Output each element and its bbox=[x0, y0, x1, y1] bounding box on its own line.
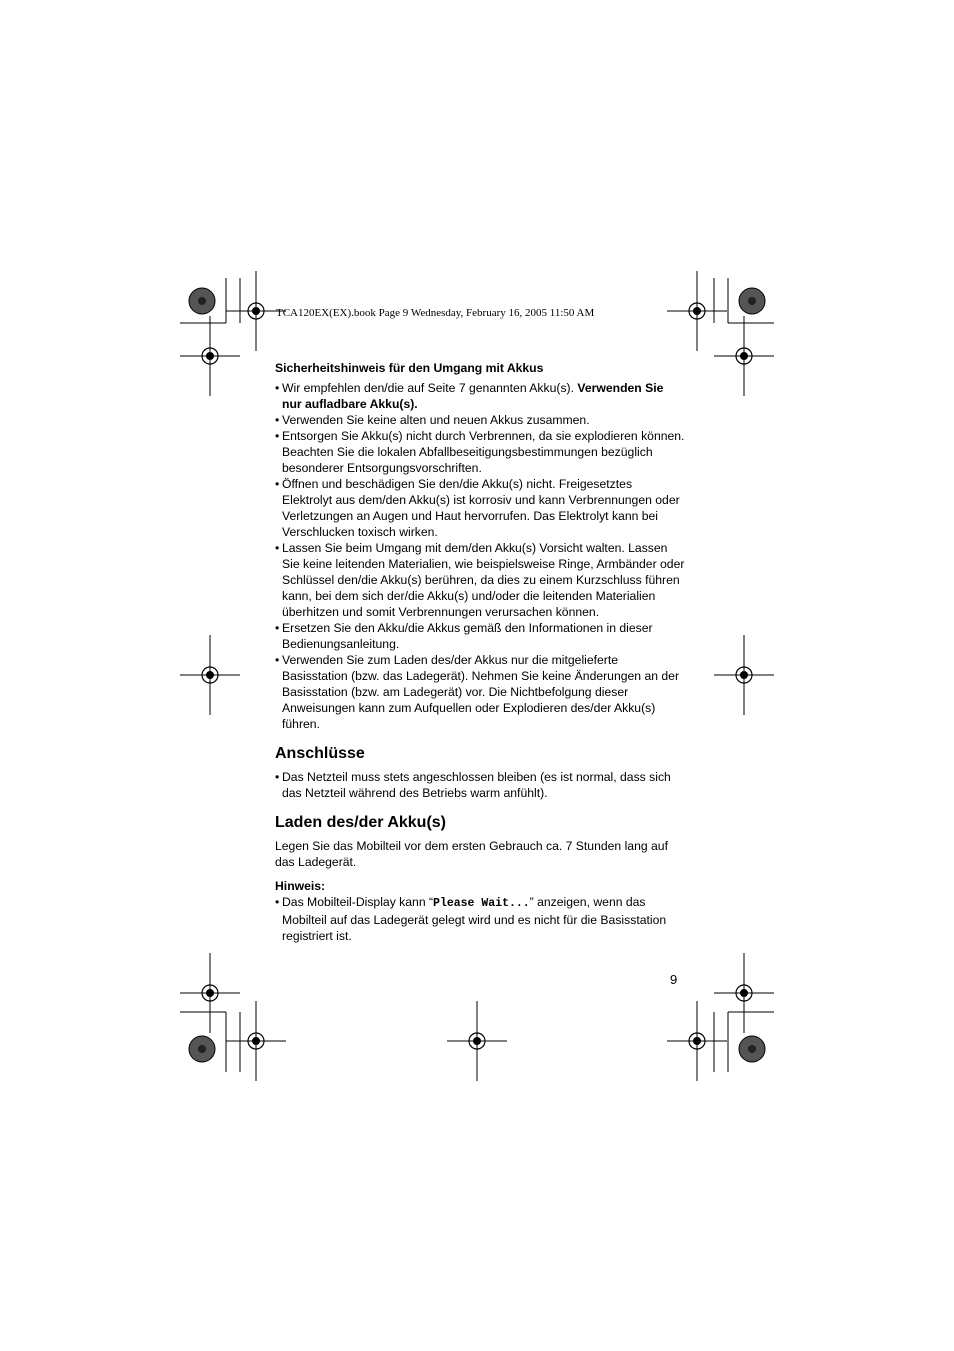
list-item: • Verwenden Sie zum Laden des/der Akkus nur die mitgelieferte Basisstation (bzw. das Ladegerät). Nehmen Sie keine Änderungen an der Basisstation (bzw. am Ladegerät) vor. Die Nichtbefolgung dieser Anweisungen kann zum Aufquellen oder Explodieren des/der Akku(s) führen. bbox=[275, 652, 685, 732]
list-item: • Öffnen und beschädigen Sie den/die Akku(s) nicht. Freigesetztes Elektrolyt aus dem/den Akku(s) ist korrosiv und kann Verbrennungen oder Verletzungen an Augen und Haut hervorrufen. Das Elektrolyt kann bei Verschlucken toxisch wirken. bbox=[275, 476, 685, 540]
page-number: 9 bbox=[670, 972, 678, 987]
list-item: • Ersetzen Sie den Akku/die Akkus gemäß den Informationen in dieser Bedienungsanleitung. bbox=[275, 620, 685, 652]
list-item: • Lassen Sie beim Umgang mit dem/den Akku(s) Vorsicht walten. Lassen Sie keine leitenden Materialien, wie beispielsweise Ringe, Armbänder oder Schlüssel den/die Akku(s) berühren, da dies zu einem Kurzschluss führen kann, bei dem sich der/die Akku(s) und/oder die leitenden Materialien überhitzen und somit Verbrennungen verursachen können. bbox=[275, 540, 685, 620]
list-item: • Verwenden Sie keine alten und neuen Akkus zusammen. bbox=[275, 412, 685, 428]
list-item: • Das Netzteil muss stets angeschlossen bleiben (es ist normal, dass sich das Netzteil während des Betriebs warm anfühlt). bbox=[275, 769, 685, 801]
safety-heading: Sicherheitshinweis für den Umgang mit Akkus bbox=[275, 361, 544, 375]
display-text: Please Wait... bbox=[433, 897, 530, 910]
list-item: • Entsorgen Sie Akku(s) nicht durch Verbrennen, da sie explodieren können. Beachten Sie die lokalen Abfallbeseitigungsbestimmungen bezüglich besonderer Entsorgungsvorschriften. bbox=[275, 428, 685, 476]
charging-paragraph: Legen Sie das Mobilteil vor dem ersten Gebrauch ca. 7 Stunden lang auf das Ladegerät. bbox=[275, 839, 668, 869]
note-label: Hinweis: bbox=[275, 879, 326, 893]
list-item: • Das Mobilteil-Display kann “Please Wait...” anzeigen, wenn das Mobilteil auf das Ladegerät gelegt wird und es nicht für die Basisstation registriert ist. bbox=[275, 894, 685, 944]
print-header: TCA120EX(EX).book Page 9 Wednesday, February 16, 2005 11:50 AM bbox=[276, 307, 595, 319]
connections-heading: Anschlüsse bbox=[275, 745, 365, 762]
connections-list bbox=[275, 769, 685, 801]
note-list bbox=[275, 894, 685, 944]
safety-list bbox=[275, 380, 685, 732]
page-content bbox=[275, 360, 685, 944]
list-item: • Wir empfehlen den/die auf Seite 7 genannten Akku(s). Verwenden Sie nur aufladbare Akku(s). bbox=[275, 380, 685, 412]
charging-heading: Laden des/der Akku(s) bbox=[275, 814, 447, 831]
